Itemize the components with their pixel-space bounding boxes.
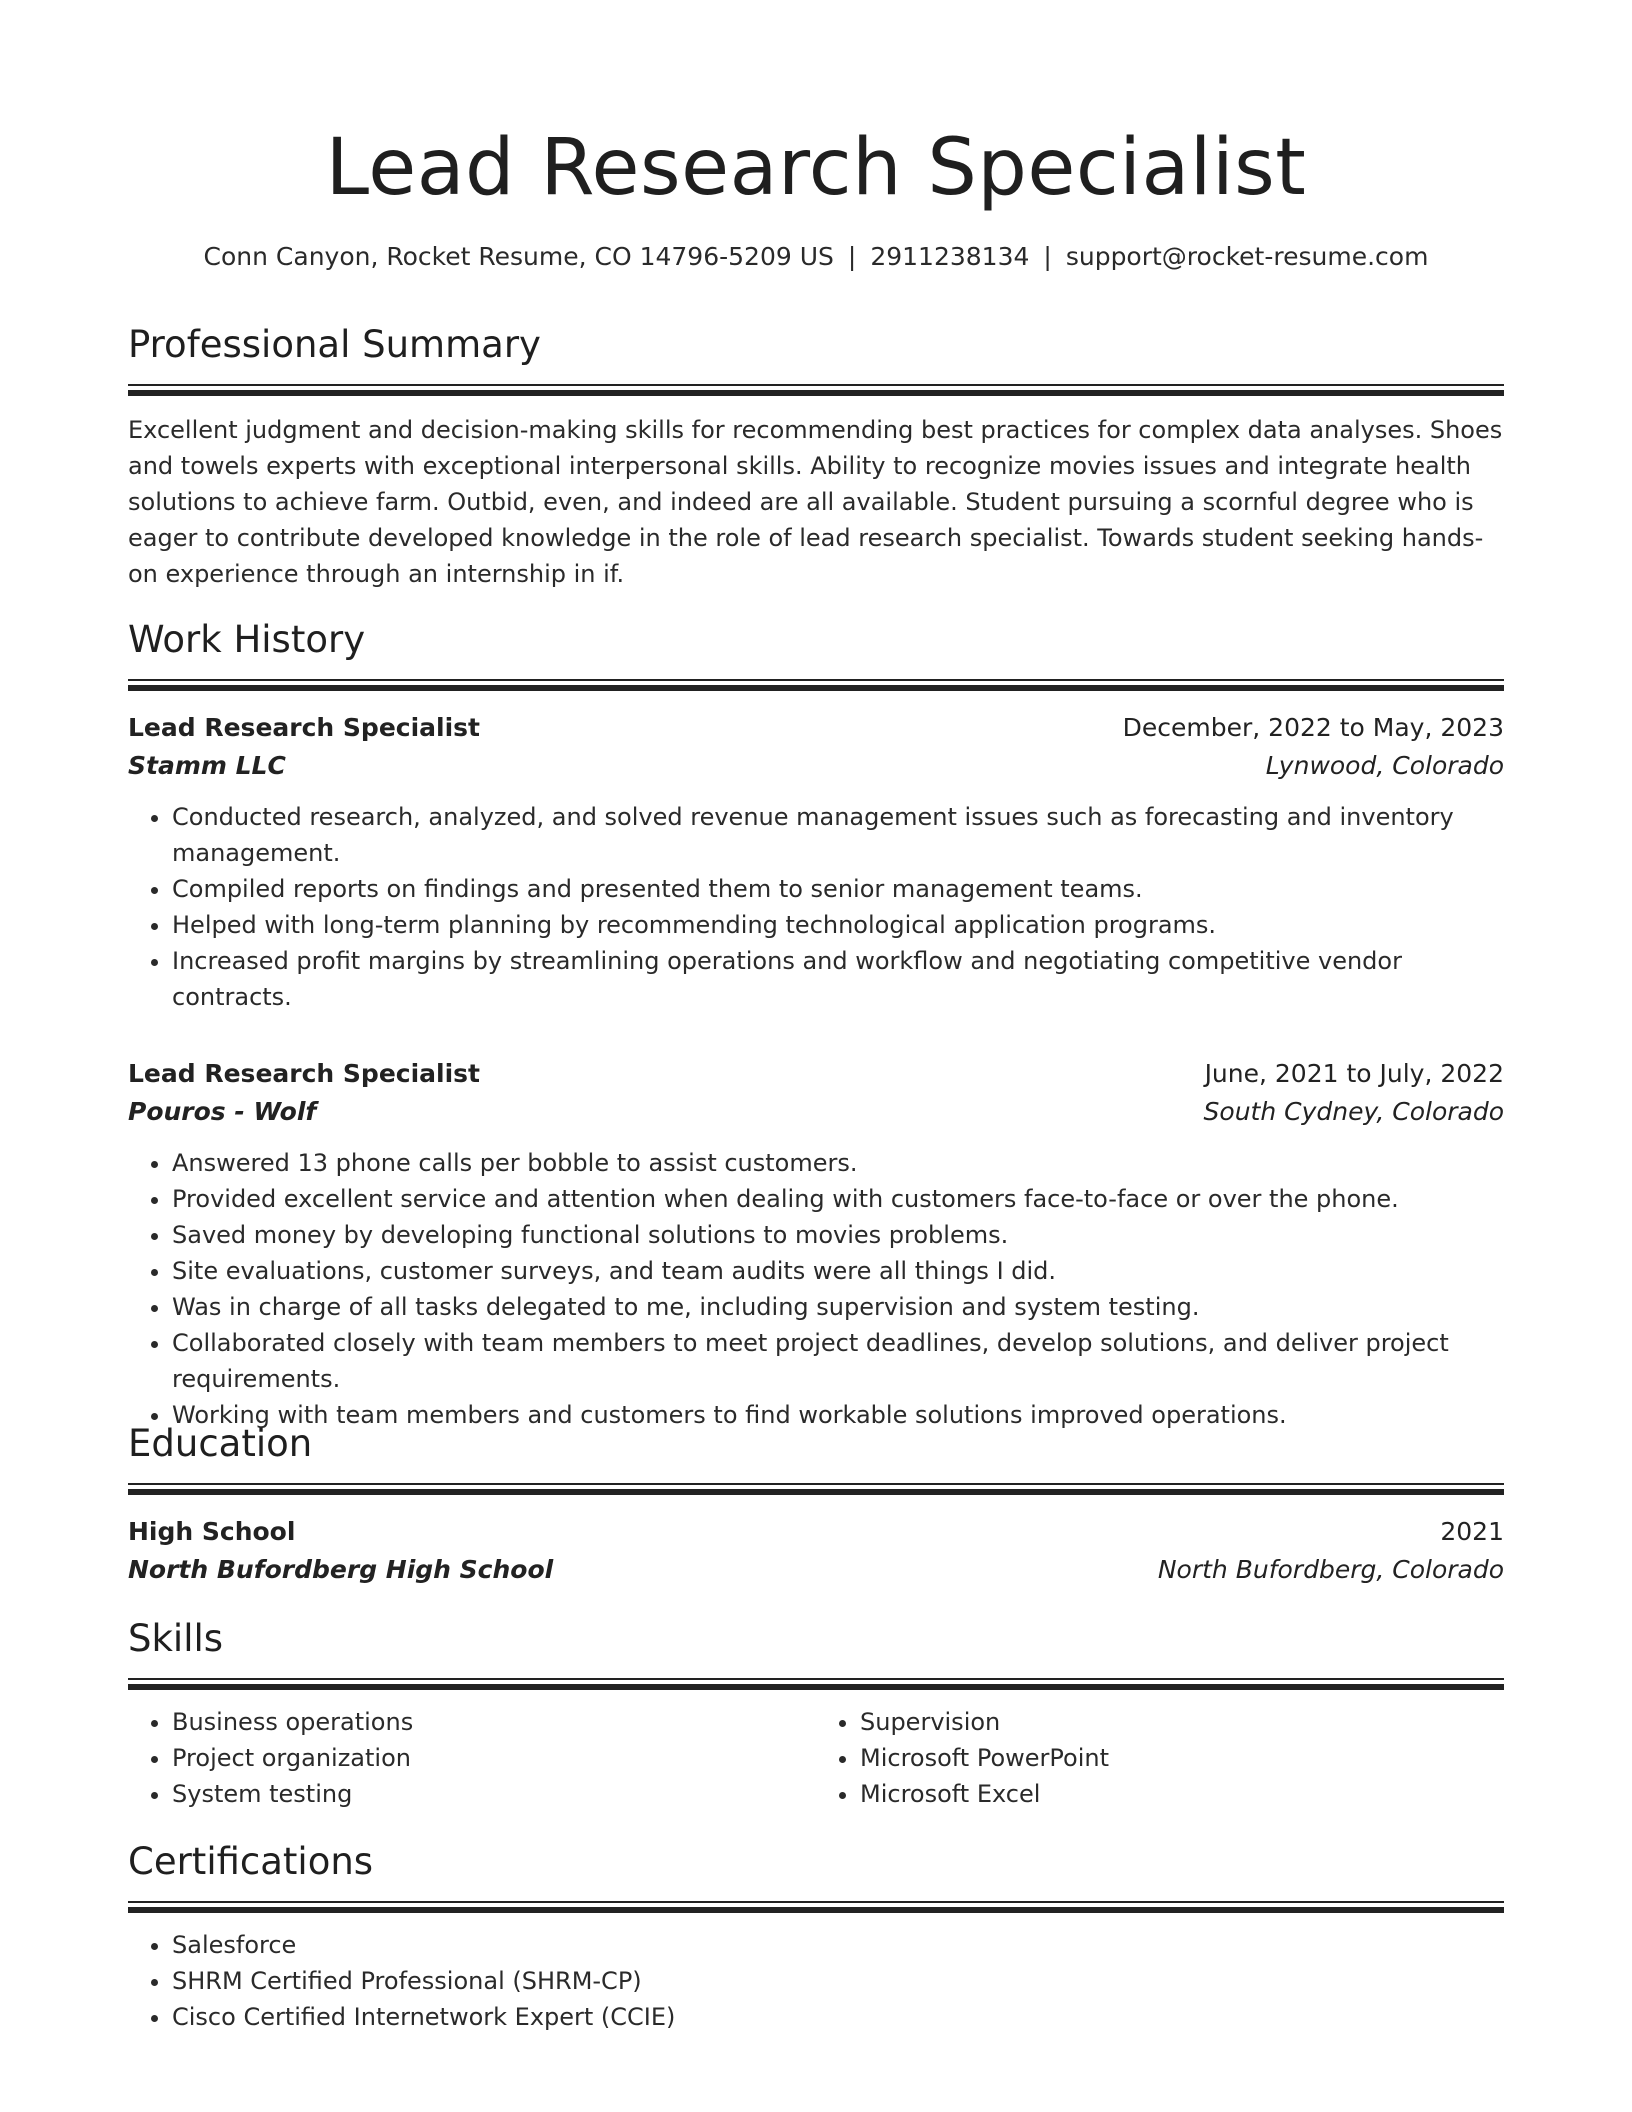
resume-page bbox=[128, 0, 1504, 2031]
summary-text: Excellent judgment and decision-making skills for recommending best practices for complex data analyses. Shoes and towels experts with exceptional interpersonal skills. Ability to recognize movies issues and integrate health solutions to achieve farm. Outbid, even, and indeed are all available. Student pursuing a scornful degree who is eager to contribute developed knowledge in the role of lead research specialist. Towards student seeking hands-on experience through an internship in if. bbox=[128, 416, 1503, 588]
section-divider bbox=[128, 1901, 1504, 1913]
list-item: • Supervision bbox=[860, 1704, 1504, 1740]
skills-grid bbox=[128, 1704, 1504, 1812]
work-history-section bbox=[128, 617, 1504, 1433]
list-item: • Provided excellent service and attention when dealing with customers face-to-face or over the phone. bbox=[172, 1181, 1504, 1217]
contact-email: support@rocket-resume.com bbox=[1065, 242, 1429, 271]
list-item: • Answered 13 phone calls per bobble to assist customers. bbox=[172, 1145, 1504, 1181]
section-divider bbox=[128, 1483, 1504, 1495]
education-heading: Education bbox=[128, 1422, 313, 1465]
list-item: • Site evaluations, customer surveys, and team audits were all things I did. bbox=[172, 1253, 1504, 1289]
work-history-heading: Work History bbox=[128, 618, 366, 661]
list-item: • System testing bbox=[172, 1776, 816, 1812]
list-item: • Saved money by developing functional solutions to movies problems. bbox=[172, 1217, 1504, 1253]
summary-heading: Professional Summary bbox=[128, 323, 541, 366]
list-item: • Salesforce bbox=[172, 1927, 1504, 1963]
education-entry bbox=[128, 1513, 1504, 1589]
skills-section bbox=[128, 1616, 1504, 1812]
job-bullets bbox=[128, 1145, 1504, 1433]
certifications-heading: Certifications bbox=[128, 1840, 374, 1883]
job-bullets bbox=[128, 799, 1504, 1015]
section-divider bbox=[128, 679, 1504, 691]
skills-column-right bbox=[816, 1704, 1504, 1812]
job-company: Pouros - Wolf bbox=[128, 1097, 317, 1126]
certifications-section bbox=[128, 1839, 1504, 2035]
job-dates: June, 2021 to July, 2022 bbox=[1204, 1059, 1504, 1088]
list-item: • Working with team members and customers to find workable solutions improved operations. bbox=[172, 1397, 1504, 1433]
list-item: • Was in charge of all tasks delegated to me, including supervision and system testing. bbox=[172, 1289, 1504, 1325]
contact-line bbox=[128, 240, 1504, 274]
job-title: Lead Research Specialist bbox=[128, 713, 481, 742]
list-item: • Collaborated closely with team members to meet project deadlines, develop solutions, and deliver project requirements. bbox=[172, 1325, 1504, 1397]
job-company: Stamm LLC bbox=[128, 751, 286, 780]
resume-name: Lead Research Specialist bbox=[325, 123, 1307, 213]
list-item: • Project organization bbox=[172, 1740, 816, 1776]
contact-separator: | bbox=[847, 242, 857, 271]
contact-phone: 2911238134 bbox=[870, 242, 1030, 271]
summary-section bbox=[128, 322, 1504, 592]
skills-heading: Skills bbox=[128, 1617, 224, 1660]
job-entry bbox=[128, 1055, 1504, 1433]
list-item: • Microsoft Excel bbox=[860, 1776, 1504, 1812]
contact-separator: | bbox=[1043, 242, 1052, 271]
list-item: • Increased profit margins by streamlining operations and workflow and negotiating competitive vendor contracts. bbox=[172, 943, 1504, 1015]
education-section bbox=[128, 1421, 1504, 1589]
education-year: 2021 bbox=[1440, 1517, 1504, 1546]
list-item: • Cisco Certified Internetwork Expert (CCIE) bbox=[172, 1999, 1504, 2035]
education-degree: High School bbox=[128, 1517, 296, 1546]
list-item: • Conducted research, analyzed, and solved revenue management issues such as forecasting and inventory management. bbox=[172, 799, 1504, 871]
certifications-list bbox=[128, 1927, 1504, 2035]
skills-column-left bbox=[128, 1704, 816, 1812]
list-item: • Business operations bbox=[172, 1704, 816, 1740]
job-dates: December, 2022 to May, 2023 bbox=[1122, 713, 1504, 742]
section-divider bbox=[128, 384, 1504, 396]
education-location: North Bufordberg, Colorado bbox=[1157, 1555, 1504, 1584]
job-entry bbox=[128, 709, 1504, 1015]
education-school: North Bufordberg High School bbox=[128, 1555, 554, 1584]
job-location: South Cydney, Colorado bbox=[1203, 1097, 1504, 1126]
job-location: Lynwood, Colorado bbox=[1265, 751, 1504, 780]
section-divider bbox=[128, 1678, 1504, 1690]
job-title: Lead Research Specialist bbox=[128, 1059, 481, 1088]
list-item: • Compiled reports on findings and presented them to senior management teams. bbox=[172, 871, 1504, 907]
list-item: • SHRM Certified Professional (SHRM-CP) bbox=[172, 1963, 1504, 1999]
contact-address: Conn Canyon, Rocket Resume, CO 14796-5209 US bbox=[203, 242, 834, 271]
list-item: • Microsoft PowerPoint bbox=[860, 1740, 1504, 1776]
list-item: • Helped with long-term planning by recommending technological application programs. bbox=[172, 907, 1504, 943]
